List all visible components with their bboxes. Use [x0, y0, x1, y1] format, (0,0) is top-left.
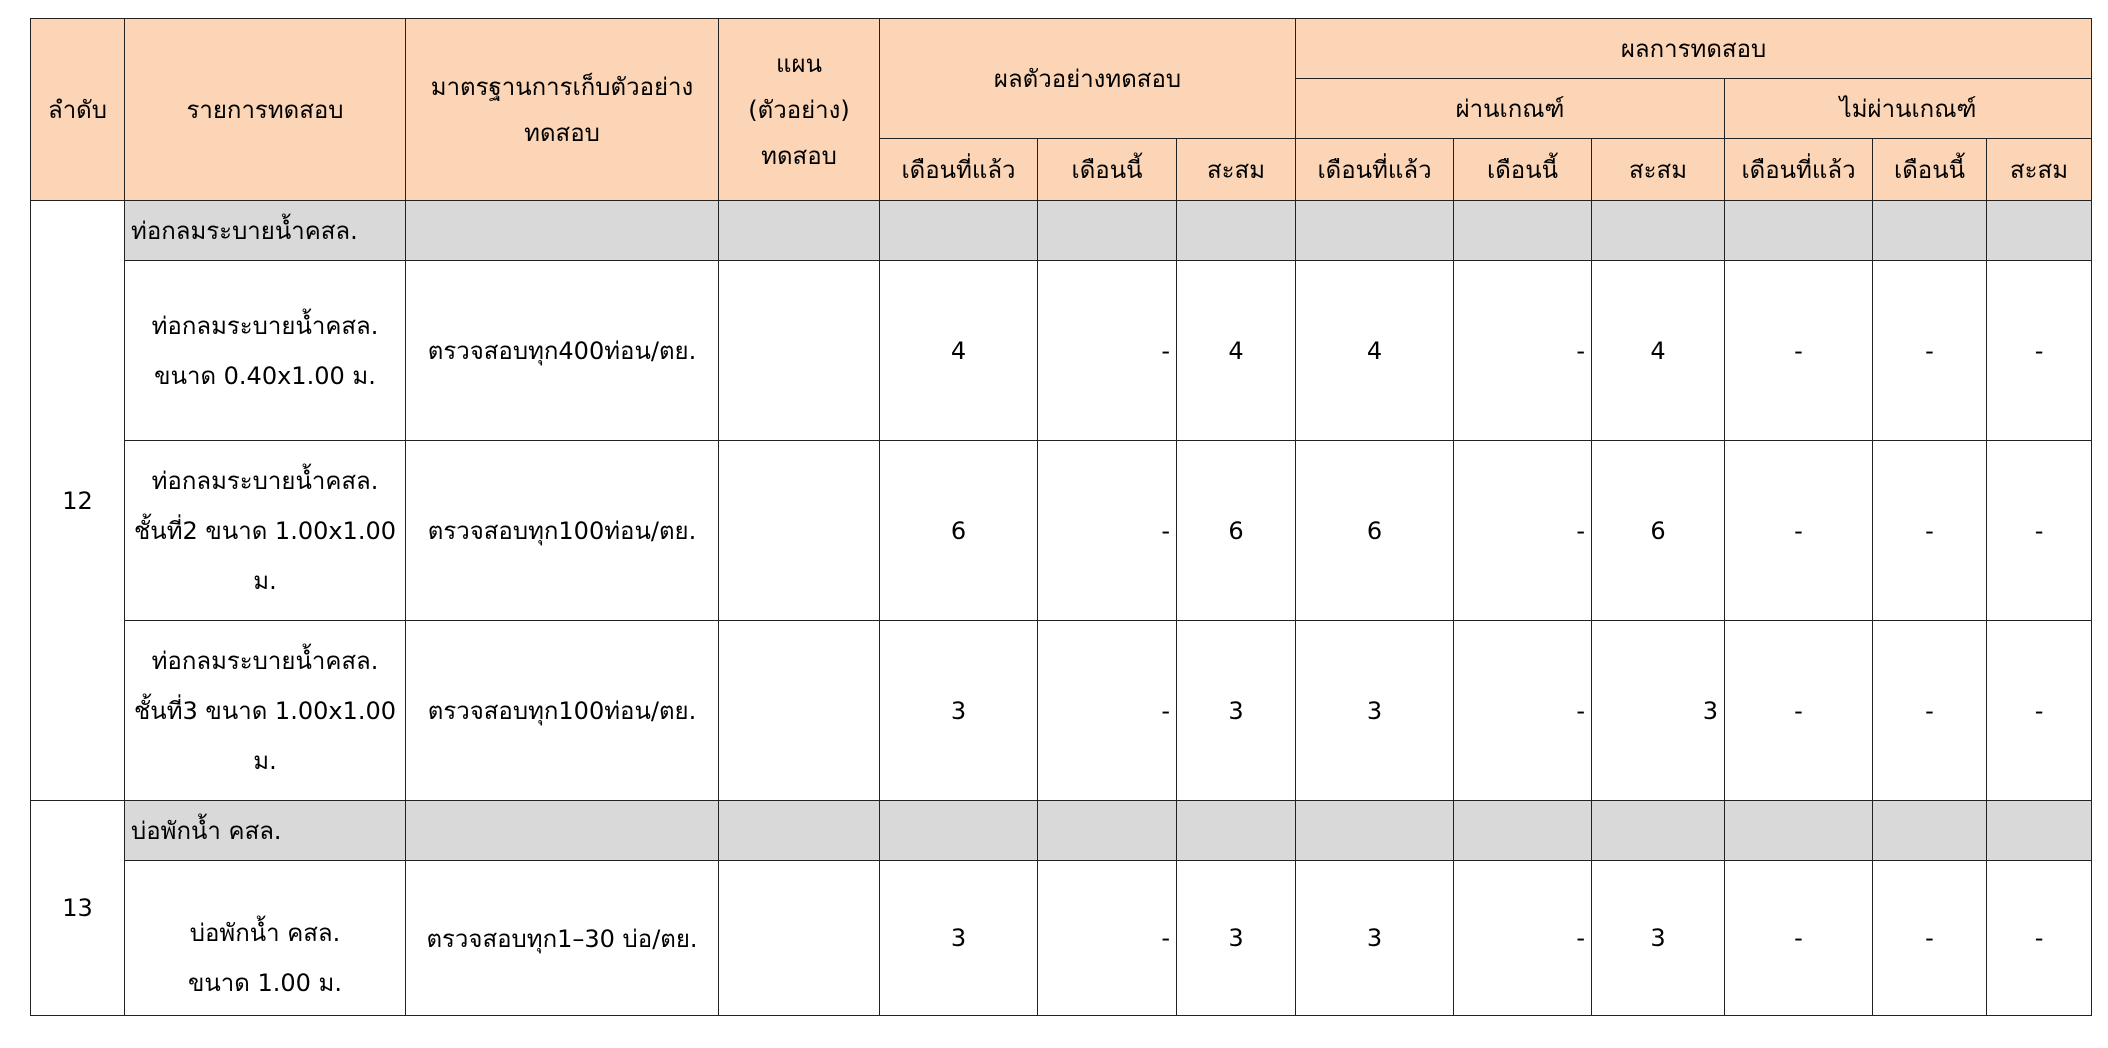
header-samples-cumulative: สะสม [1177, 139, 1296, 201]
samples-this-month: - [1038, 441, 1177, 621]
pass-cumulative: 3 [1592, 861, 1725, 1016]
table-header [31, 19, 2092, 201]
samples-cumulative: 3 [1177, 621, 1296, 801]
pass-this-month: - [1454, 621, 1592, 801]
standard-cell: ตรวจสอบทุก100ท่อน/ตย. [406, 441, 719, 621]
header-samples: ผลตัวอย่างทดสอบ [880, 19, 1296, 139]
samples-cumulative: 6 [1177, 441, 1296, 621]
header-pass-this-month: เดือนนี้ [1454, 139, 1592, 201]
table-body [31, 201, 2092, 1016]
group-title: บ่อพักน้ำ คสล. [125, 801, 406, 861]
header-plan: แผน (ตัวอย่าง) ทดสอบ [719, 19, 880, 201]
samples-last-month: 6 [880, 441, 1038, 621]
seq-cell: 13 [31, 801, 125, 1016]
pass-last-month: 6 [1296, 441, 1454, 621]
pass-last-month: 4 [1296, 261, 1454, 441]
header-pass-cumulative: สะสม [1592, 139, 1725, 201]
pass-last-month: 3 [1296, 861, 1454, 1016]
pass-cumulative: 4 [1592, 261, 1725, 441]
fail-last-month: - [1725, 861, 1873, 1016]
fail-cumulative: - [1987, 621, 2092, 801]
pass-cumulative: 3 [1592, 621, 1725, 801]
fail-this-month: - [1873, 621, 1987, 801]
samples-this-month: - [1038, 621, 1177, 801]
item-cell: บ่อพักน้ำ คสล. ขนาด 1.00 ม. [125, 861, 406, 1016]
header-results: ผลการทดสอบ [1296, 19, 2092, 79]
fail-this-month: - [1873, 861, 1987, 1016]
header-samples-last-month: เดือนที่แล้ว [880, 139, 1038, 201]
group-title: ท่อกลมระบายน้ำคสล. [125, 201, 406, 261]
standard-cell: ตรวจสอบทุก1–30 บ่อ/ตย. [406, 861, 719, 1016]
samples-this-month: - [1038, 261, 1177, 441]
table-row [31, 261, 2092, 441]
fail-last-month: - [1725, 441, 1873, 621]
header-item: รายการทดสอบ [125, 19, 406, 201]
samples-last-month: 4 [880, 261, 1038, 441]
table-row [31, 861, 2092, 1016]
samples-this-month: - [1038, 861, 1177, 1016]
header-fail: ไม่ผ่านเกณฑ์ [1725, 79, 2092, 139]
fail-this-month: - [1873, 261, 1987, 441]
header-pass-last-month: เดือนที่แล้ว [1296, 139, 1454, 201]
samples-cumulative: 4 [1177, 261, 1296, 441]
samples-last-month: 3 [880, 621, 1038, 801]
test-results-table [30, 18, 2092, 1016]
plan-cell [719, 441, 880, 621]
header-pass: ผ่านเกณฑ์ [1296, 79, 1725, 139]
header-fail-last-month: เดือนที่แล้ว [1725, 139, 1873, 201]
pass-this-month: - [1454, 861, 1592, 1016]
item-cell: ท่อกลมระบายน้ำคสล. ขนาด 0.40x1.00 ม. [125, 261, 406, 441]
plan-cell [719, 261, 880, 441]
fail-cumulative: - [1987, 261, 2092, 441]
samples-last-month: 3 [880, 861, 1038, 1016]
header-standard: มาตรฐานการเก็บตัวอย่าง ทดสอบ [406, 19, 719, 201]
fail-cumulative: - [1987, 861, 2092, 1016]
plan-cell [719, 621, 880, 801]
table-row [31, 441, 2092, 621]
samples-cumulative: 3 [1177, 861, 1296, 1016]
pass-cumulative: 6 [1592, 441, 1725, 621]
pass-last-month: 3 [1296, 621, 1454, 801]
fail-last-month: - [1725, 621, 1873, 801]
table-row [31, 621, 2092, 801]
header-seq: ลำดับ [31, 19, 125, 201]
item-cell: ท่อกลมระบายน้ำคสล. ชั้นที่3 ขนาด 1.00x1.00 ม. [125, 621, 406, 801]
plan-cell [719, 861, 880, 1016]
pass-this-month: - [1454, 441, 1592, 621]
fail-this-month: - [1873, 441, 1987, 621]
standard-cell: ตรวจสอบทุก400ท่อน/ตย. [406, 261, 719, 441]
header-fail-cumulative: สะสม [1987, 139, 2092, 201]
fail-last-month: - [1725, 261, 1873, 441]
header-samples-this-month: เดือนนี้ [1038, 139, 1177, 201]
seq-cell: 12 [31, 201, 125, 801]
standard-cell: ตรวจสอบทุก100ท่อน/ตย. [406, 621, 719, 801]
fail-cumulative: - [1987, 441, 2092, 621]
group-row [31, 801, 2092, 861]
item-cell: ท่อกลมระบายน้ำคสล. ชั้นที่2 ขนาด 1.00x1.00 ม. [125, 441, 406, 621]
pass-this-month: - [1454, 261, 1592, 441]
group-row [31, 201, 2092, 261]
header-fail-this-month: เดือนนี้ [1873, 139, 1987, 201]
